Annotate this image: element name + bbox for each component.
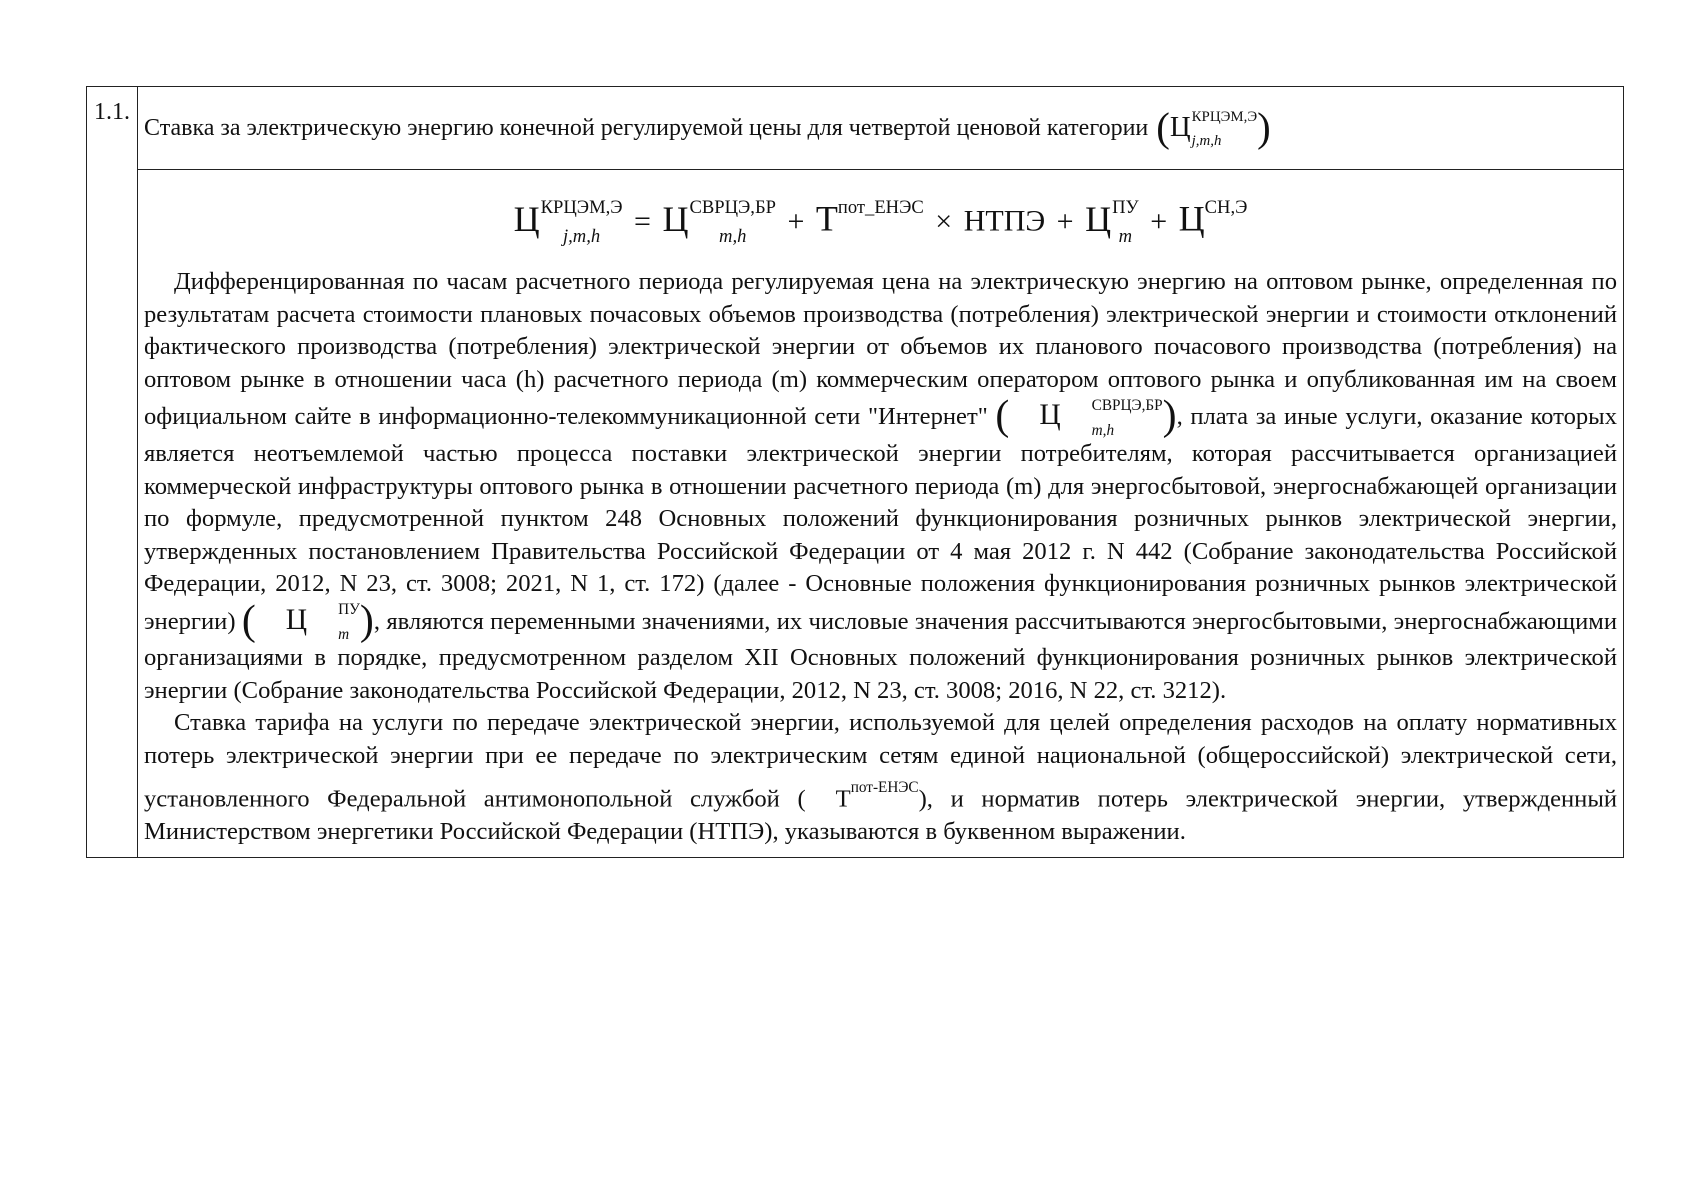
document-table [86, 86, 1624, 858]
title-symbol: Ц КРЦЭМ,Э j,m,h [1169, 109, 1258, 150]
paragraph-1: Дифференцированная по часам расчетного периода регулируемая цена на электрическую энергию на оптовом рынке, определенная по результатам расчета стоимости плановых почасовых объемов производства (потребления) электрической энергии и стоимости отклонений фактического производства (потребления) электрической энергии от объемов их планового почасового производства (потребления) на оптовом рынке в отношении часа (h) расчетного периода (m) коммерческим оператором оптового рынка и опубликованная им на своем официальном сайте в информационно-телекоммуникационной сети "Интернет" ( Ц СВРЦЭ,БР m,h ), плата за иные услуги, оказание которых является неотъемлемой частью процесса поставки электрической энергии потребителям, которая рассчитывается организацией коммерческой инфраструктуры оптового рынка в отношении расчетного периода (m) для энергосбытовой, энергоснабжающей организации по формуле, предусмотренной пунктом 248 Основных положений функционирования розничных рынков электрической энергии, утвержденных постановлением Правительства Российской Федерации от 4 мая 2012 г. N 442 (Собрание законодательства Российской Федерации, 2012, N 23, ст. 3008; 2021, N 1, ст. 172) (далее - Основные положения функционирования розничных рынков электрической энергии) ( Ц ПУ m ), являются переменными значениями, их числовые значения рассчитываются энергосбытовыми, энергоснабжающими организациями в порядке, предусмотренном разделом XII Основных положений функционирования розничных рынков электрической энергии (Собрание законодательства Российской Федерации, 2012, N 23, ст. 3008; 2016, N 22, ст. 3212). [144, 268, 1617, 704]
row-number-cell [87, 87, 138, 858]
formula-plus-3: + [1150, 204, 1168, 238]
formula-term-1: Ц СВРЦЭ,БР m,h [662, 196, 776, 248]
row-number: 1.1. [94, 99, 130, 125]
row-title-cell [138, 87, 1624, 170]
right-paren: ) [1162, 393, 1177, 440]
formula-equals: = [634, 204, 651, 238]
formula-term-2: $Т^{пот\_ЕНЭС}$ [815, 197, 924, 239]
inline-symbol-svrce: Ц СВРЦЭ,БР m,h [1039, 397, 1163, 439]
paragraph-2: Ставка тарифа на услуги по передаче электрической энергии, используемой для целей определения расходов на оплату нормативных потерь электрической энергии при ее передаче по электрическим сетям единой национальной (общероссийской) электрической сети, установленного Федеральной антимонопольной службой ( $Т^{пот-ЕНЭС}$), и норматив потерь электрической энергии, утвержденный Министерством энергетики Российской Федерации (НТПЭ), указываются в буквенном выражении. [144, 709, 1618, 846]
inline-symbol-pu: Ц ПУ m [285, 601, 360, 643]
row-body-cell [138, 170, 1624, 858]
formula-term-3: НТПЭ [963, 204, 1046, 238]
formula-term-4: Ц ПУ m [1085, 196, 1139, 248]
left-paren: ( [241, 597, 256, 644]
right-paren: ) [359, 597, 374, 644]
formula-plus-1: + [787, 204, 805, 238]
right-paren: ) [1257, 104, 1271, 150]
left-paren: ( [995, 393, 1010, 440]
formula-plus-2: + [1056, 204, 1074, 238]
formula-times: × [935, 204, 953, 238]
formula-lhs: Ц КРЦЭМ,Э j,m,h [513, 196, 623, 248]
formula-term-5: $Ц^{СН,Э}$ [1178, 197, 1248, 239]
left-paren: ( [1156, 104, 1170, 150]
inline-symbol-tpot: $Т^{пот-ЕНЭС}$ [835, 779, 919, 813]
row-title: Ставка за электрическую энергию конечной регулируемой цены для четвертой ценовой категории [144, 114, 1149, 141]
main-formula [144, 182, 1617, 266]
table-row-body [87, 170, 1624, 858]
table-row-title [87, 87, 1624, 170]
